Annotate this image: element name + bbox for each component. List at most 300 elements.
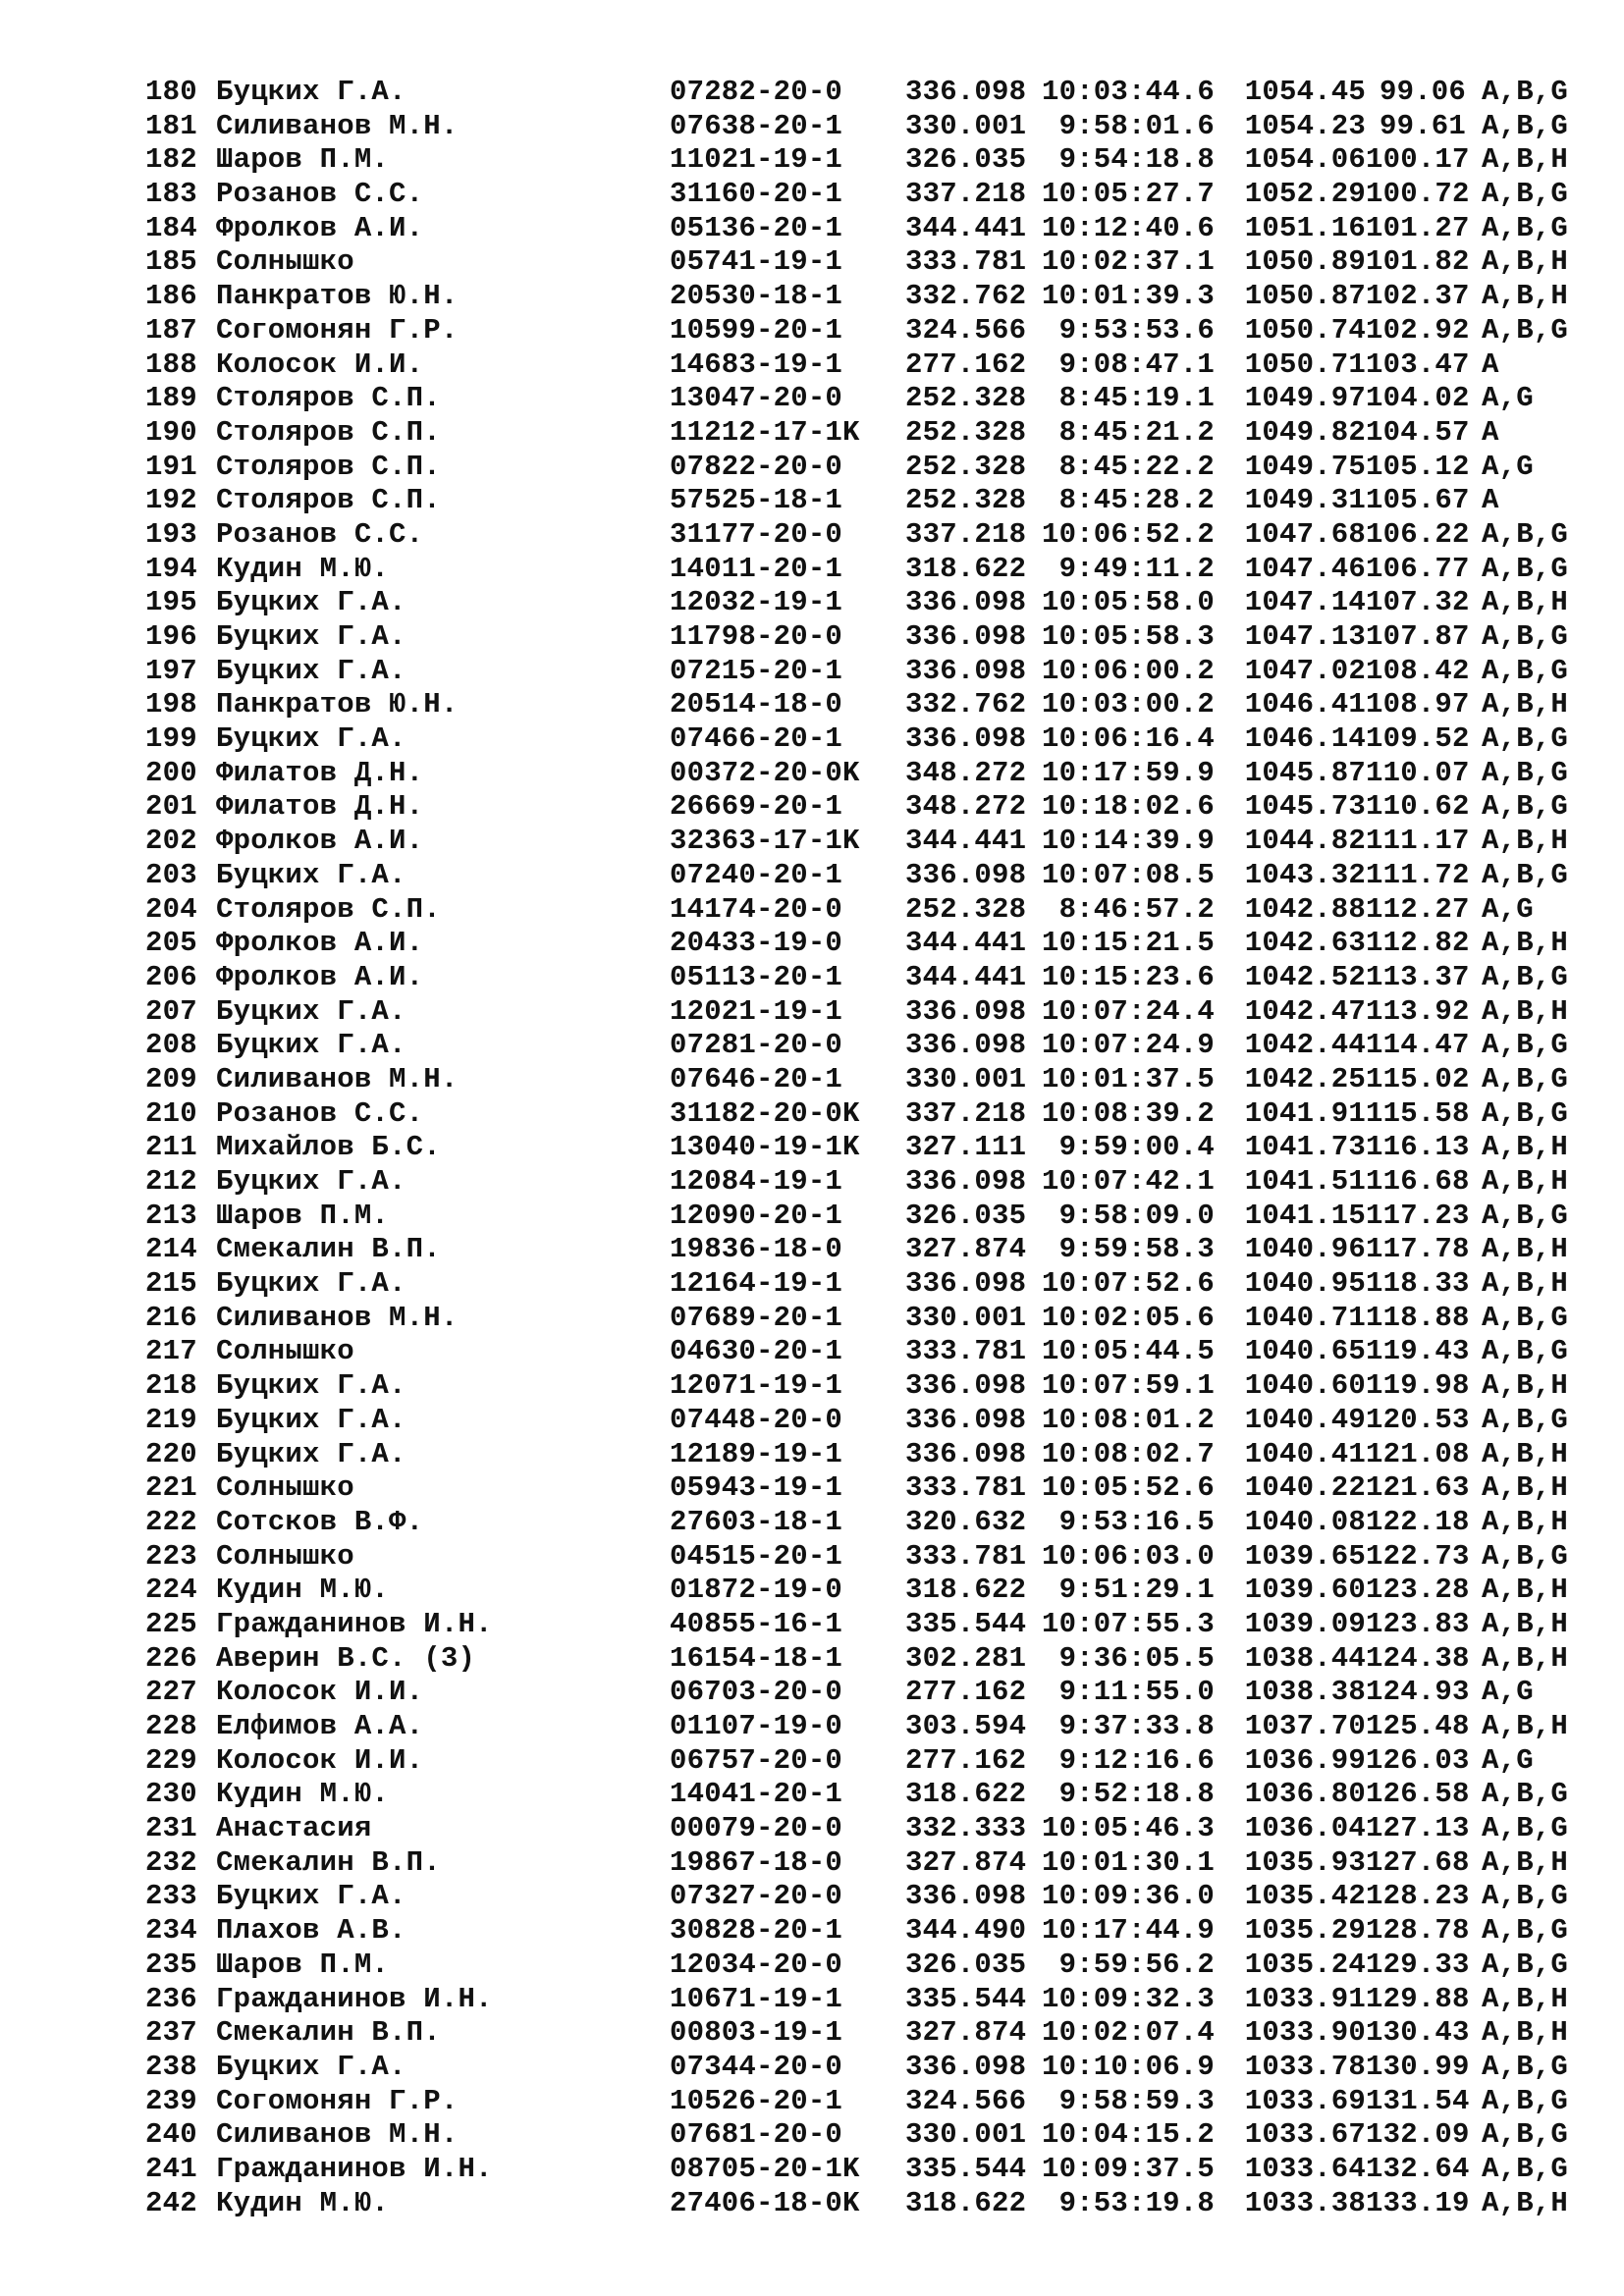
classes-cell: A,G	[1482, 892, 1534, 926]
place-cell: 237	[145, 2016, 197, 2050]
points-cell: 123.83	[1366, 1607, 1470, 1640]
points-cell: 112.82	[1366, 927, 1470, 960]
classes-cell: A,B,H	[1482, 1267, 1569, 1301]
table-row	[145, 1403, 1569, 1438]
classes-cell: A,B,H	[1482, 1165, 1569, 1198]
place-cell: 230	[145, 1778, 197, 1811]
speed-cell: 1046.41	[1244, 688, 1366, 721]
classes-cell: A,B,H	[1482, 1471, 1569, 1505]
place-cell: 207	[145, 994, 197, 1028]
time-cell: 10:06:00.2	[1041, 654, 1215, 687]
time-cell: 10:15:21.5	[1041, 927, 1215, 960]
classes-cell: A,B,G	[1482, 1880, 1569, 1913]
speed-cell: 1054.06	[1244, 143, 1366, 177]
speed-cell: 1042.44	[1244, 1029, 1366, 1062]
owner-cell: Смекалин В.П.	[216, 2016, 441, 2050]
table-row	[145, 2050, 1569, 2085]
ring-cell: 07689-20-1	[670, 1301, 843, 1334]
speed-cell: 1040.60	[1244, 1369, 1366, 1403]
ring-cell: 31182-20-0K	[670, 1096, 860, 1130]
distance-cell: 330.001	[905, 1062, 1027, 1095]
owner-cell: Силиванов М.Н.	[216, 109, 459, 142]
classes-cell: A,B,H	[1482, 1369, 1569, 1403]
place-cell: 241	[145, 2152, 197, 2185]
table-row	[145, 1845, 1569, 1881]
classes-cell: A,B,G	[1482, 1096, 1569, 1130]
classes-cell: A,B,G	[1482, 1539, 1569, 1573]
owner-cell: Солнышко	[216, 1539, 354, 1573]
speed-cell: 1044.82	[1244, 825, 1366, 858]
time-cell: 9:53:16.5	[1058, 1505, 1215, 1538]
distance-cell: 344.490	[905, 1914, 1027, 1948]
owner-cell: Буцких Г.А.	[216, 620, 406, 653]
speed-cell: 1040.95	[1244, 1267, 1366, 1301]
owner-cell: Елфимов А.А.	[216, 1710, 424, 1742]
points-cell: 102.37	[1366, 280, 1470, 313]
speed-cell: 1040.22	[1244, 1471, 1366, 1505]
place-cell: 240	[145, 2118, 197, 2152]
points-cell: 122.73	[1366, 1539, 1470, 1573]
distance-cell: 324.566	[905, 2084, 1027, 2117]
time-cell: 10:03:44.6	[1041, 76, 1215, 108]
ring-cell: 12071-19-1	[670, 1369, 843, 1403]
time-cell: 10:17:44.9	[1041, 1914, 1215, 1948]
owner-cell: Согомонян Г.Р.	[216, 313, 459, 347]
time-cell: 10:06:16.4	[1041, 722, 1215, 756]
speed-cell: 1042.47	[1244, 994, 1366, 1028]
classes-cell: A,B,H	[1482, 1233, 1569, 1266]
distance-cell: 333.781	[905, 1335, 1027, 1368]
speed-cell: 1050.71	[1244, 347, 1366, 381]
owner-cell: Плахов А.В.	[216, 1914, 406, 1948]
place-cell: 209	[145, 1062, 197, 1095]
points-cell: 116.68	[1366, 1165, 1470, 1198]
classes-cell: A,B,G	[1482, 2084, 1569, 2117]
table-row	[145, 688, 1569, 722]
time-cell: 10:01:30.1	[1041, 1845, 1215, 1879]
place-cell: 212	[145, 1165, 197, 1198]
classes-cell: A,B,H	[1482, 994, 1569, 1028]
classes-cell: A,B,G	[1482, 109, 1569, 142]
classes-cell: A,B,G	[1482, 1029, 1569, 1062]
time-cell: 10:01:37.5	[1041, 1062, 1215, 1095]
table-row	[145, 2152, 1569, 2187]
place-cell: 183	[145, 178, 197, 211]
speed-cell: 1050.74	[1244, 313, 1366, 347]
speed-cell: 1036.99	[1244, 1743, 1366, 1777]
speed-cell: 1047.14	[1244, 586, 1366, 619]
points-cell: 113.92	[1366, 994, 1470, 1028]
speed-cell: 1051.16	[1244, 211, 1366, 244]
speed-cell: 1047.46	[1244, 552, 1366, 585]
owner-cell: Кудин М.Ю.	[216, 552, 390, 585]
classes-cell: A,B,H	[1482, 1574, 1569, 1607]
time-cell: 10:05:58.3	[1041, 620, 1215, 653]
table-row	[145, 620, 1569, 655]
place-cell: 218	[145, 1369, 197, 1403]
place-cell: 231	[145, 1812, 197, 1845]
distance-cell: 336.098	[905, 2050, 1027, 2083]
place-cell: 221	[145, 1471, 197, 1505]
speed-cell: 1049.97	[1244, 382, 1366, 415]
points-cell: 121.63	[1366, 1471, 1470, 1505]
table-row	[145, 756, 1569, 791]
place-cell: 188	[145, 347, 197, 381]
speed-cell: 1047.02	[1244, 654, 1366, 687]
speed-cell: 1052.29	[1244, 178, 1366, 211]
table-row	[145, 1744, 1559, 1779]
time-cell: 10:14:39.9	[1041, 825, 1215, 858]
time-cell: 10:06:03.0	[1041, 1539, 1215, 1573]
time-cell: 8:46:57.2	[1058, 892, 1215, 926]
ring-cell: 31160-20-1	[670, 178, 843, 211]
speed-cell: 1054.23	[1244, 109, 1366, 142]
table-row	[145, 1335, 1569, 1369]
owner-cell: Буцких Г.А.	[216, 858, 406, 891]
speed-cell: 1040.96	[1244, 1233, 1366, 1266]
table-row	[145, 451, 1559, 485]
owner-cell: Столяров С.П.	[216, 484, 441, 517]
classes-cell: A,B,H	[1482, 927, 1569, 960]
classes-cell: A,B,H	[1482, 1607, 1569, 1640]
table-row	[145, 178, 1569, 212]
time-cell: 10:08:02.7	[1041, 1437, 1215, 1470]
speed-cell: 1040.41	[1244, 1437, 1366, 1470]
points-cell: 107.32	[1366, 586, 1470, 619]
owner-cell: Силиванов М.Н.	[216, 1301, 459, 1334]
place-cell: 195	[145, 586, 197, 619]
place-cell: 234	[145, 1914, 197, 1948]
table-row	[145, 1607, 1569, 1642]
ring-cell: 12164-19-1	[670, 1267, 843, 1301]
ring-cell: 30828-20-1	[670, 1914, 843, 1948]
points-cell: 116.13	[1366, 1131, 1470, 1164]
speed-cell: 1045.73	[1244, 790, 1366, 824]
points-cell: 110.07	[1366, 756, 1470, 789]
time-cell: 10:05:46.3	[1041, 1812, 1215, 1845]
ring-cell: 08705-20-1K	[670, 2152, 860, 2185]
time-cell: 10:07:24.9	[1041, 1029, 1215, 1062]
distance-cell: 336.098	[905, 1369, 1027, 1403]
points-cell: 118.88	[1366, 1301, 1470, 1334]
speed-cell: 1041.15	[1244, 1199, 1366, 1232]
table-row	[145, 1062, 1569, 1097]
speed-cell: 1039.60	[1244, 1574, 1366, 1607]
place-cell: 208	[145, 1029, 197, 1062]
speed-cell: 1035.24	[1244, 1948, 1366, 1981]
place-cell: 206	[145, 960, 197, 993]
owner-cell: Сотсков В.Ф.	[216, 1505, 424, 1538]
place-cell: 192	[145, 484, 197, 517]
classes-cell: A,B,G	[1482, 1335, 1569, 1368]
table-row	[145, 1948, 1569, 1983]
ring-cell: 20433-19-0	[670, 927, 843, 960]
ring-cell: 57525-18-1	[670, 484, 843, 517]
speed-cell: 1036.04	[1244, 1812, 1366, 1845]
points-cell: 106.22	[1366, 517, 1470, 551]
classes-cell: A,B,G	[1482, 960, 1569, 993]
speed-cell: 1041.51	[1244, 1165, 1366, 1198]
distance-cell: 336.098	[905, 654, 1027, 687]
ring-cell: 00803-19-1	[670, 2016, 843, 2050]
points-cell: 129.33	[1366, 1948, 1470, 1981]
place-cell: 182	[145, 143, 197, 177]
ring-cell: 12189-19-1	[670, 1437, 843, 1470]
owner-cell: Колосок И.И.	[216, 1676, 424, 1709]
place-cell: 235	[145, 1948, 197, 1981]
classes-cell: A,B,G	[1482, 1914, 1569, 1948]
time-cell: 10:02:05.6	[1041, 1301, 1215, 1334]
distance-cell: 337.218	[905, 178, 1027, 211]
points-cell: 133.19	[1366, 2186, 1470, 2219]
owner-cell: Буцких Г.А.	[216, 1369, 406, 1403]
classes-cell: A,G	[1482, 1743, 1534, 1777]
classes-cell: A,B,G	[1482, 1948, 1569, 1981]
distance-cell: 348.272	[905, 790, 1027, 824]
table-row	[145, 1812, 1569, 1846]
points-cell: 126.58	[1366, 1778, 1470, 1811]
place-cell: 204	[145, 892, 197, 926]
speed-cell: 1033.78	[1244, 2050, 1366, 2083]
distance-cell: 324.566	[905, 313, 1027, 347]
distance-cell: 333.781	[905, 1539, 1027, 1573]
distance-cell: 302.281	[905, 1641, 1027, 1675]
ring-cell: 11212-17-1K	[670, 415, 860, 449]
results-table	[145, 76, 1569, 2220]
distance-cell: 336.098	[905, 1029, 1027, 1062]
place-cell: 180	[145, 76, 197, 108]
ring-cell: 14174-20-0	[670, 892, 843, 926]
table-row	[145, 484, 1559, 518]
place-cell: 199	[145, 722, 197, 756]
table-row	[145, 1369, 1569, 1404]
table-row	[145, 654, 1569, 689]
time-cell: 10:03:00.2	[1041, 688, 1215, 721]
owner-cell: Гражданинов И.Н.	[216, 1982, 493, 2015]
points-cell: 105.67	[1366, 484, 1470, 517]
speed-cell: 1042.63	[1244, 927, 1366, 960]
owner-cell: Буцких Г.А.	[216, 1880, 406, 1913]
time-cell: 10:02:07.4	[1041, 2016, 1215, 2050]
ring-cell: 04630-20-1	[670, 1335, 843, 1368]
time-cell: 10:08:39.2	[1041, 1096, 1215, 1130]
place-cell: 242	[145, 2186, 197, 2219]
place-cell: 229	[145, 1743, 197, 1777]
points-cell: 119.43	[1366, 1335, 1470, 1368]
place-cell: 226	[145, 1641, 197, 1675]
time-cell: 10:17:59.9	[1041, 756, 1215, 789]
table-row	[145, 1301, 1569, 1336]
distance-cell: 336.098	[905, 994, 1027, 1028]
points-cell: 124.38	[1366, 1641, 1470, 1675]
points-cell: 119.98	[1366, 1369, 1470, 1403]
distance-cell: 333.781	[905, 245, 1027, 279]
time-cell: 9:53:19.8	[1058, 2186, 1215, 2219]
ring-cell: 06757-20-0	[670, 1743, 843, 1777]
owner-cell: Колосок И.И.	[216, 1743, 424, 1777]
place-cell: 194	[145, 552, 197, 585]
time-cell: 9:37:33.8	[1058, 1710, 1215, 1742]
table-row	[145, 1199, 1569, 1234]
place-cell: 223	[145, 1539, 197, 1573]
time-cell: 10:07:59.1	[1041, 1369, 1215, 1403]
table-row	[145, 893, 1559, 928]
table-row	[145, 927, 1569, 961]
place-cell: 184	[145, 211, 197, 244]
classes-cell: A,B,H	[1482, 1982, 1569, 2015]
place-cell: 191	[145, 450, 197, 483]
distance-cell: 330.001	[905, 2118, 1027, 2152]
ring-cell: 00372-20-0K	[670, 756, 860, 789]
speed-cell: 1043.32	[1244, 858, 1366, 891]
distance-cell: 336.098	[905, 1437, 1027, 1470]
place-cell: 215	[145, 1267, 197, 1301]
speed-cell: 1035.29	[1244, 1914, 1366, 1948]
place-cell: 203	[145, 858, 197, 891]
ring-cell: 14041-20-1	[670, 1778, 843, 1811]
classes-cell: A,B,G	[1482, 2050, 1569, 2083]
points-cell: 127.13	[1366, 1812, 1470, 1845]
classes-cell: A,B,H	[1482, 1131, 1569, 1164]
time-cell: 9:59:00.4	[1058, 1131, 1215, 1164]
place-cell: 190	[145, 415, 197, 449]
ring-cell: 01872-19-0	[670, 1574, 843, 1607]
speed-cell: 1042.25	[1244, 1062, 1366, 1095]
table-row	[145, 280, 1569, 314]
points-cell: 111.72	[1366, 858, 1470, 891]
place-cell: 217	[145, 1335, 197, 1368]
owner-cell: Фролков А.И.	[216, 825, 424, 858]
owner-cell: Шаров П.М.	[216, 1199, 390, 1232]
speed-cell: 1041.91	[1244, 1096, 1366, 1130]
distance-cell: 335.544	[905, 1982, 1027, 2015]
classes-cell: A,B,G	[1482, 654, 1569, 687]
distance-cell: 337.218	[905, 517, 1027, 551]
time-cell: 10:06:52.2	[1041, 517, 1215, 551]
ring-cell: 10671-19-1	[670, 1982, 843, 2015]
points-cell: 104.02	[1366, 382, 1470, 415]
classes-cell: A,B,G	[1482, 790, 1569, 824]
distance-cell: 336.098	[905, 620, 1027, 653]
distance-cell: 336.098	[905, 1267, 1027, 1301]
ring-cell: 16154-18-1	[670, 1641, 843, 1675]
speed-cell: 1050.89	[1244, 245, 1366, 279]
classes-cell: A,B,H	[1482, 245, 1569, 279]
time-cell: 10:18:02.6	[1041, 790, 1215, 824]
owner-cell: Панкратов Ю.Н.	[216, 688, 459, 721]
speed-cell: 1046.14	[1244, 722, 1366, 756]
distance-cell: 252.328	[905, 450, 1027, 483]
classes-cell: A,G	[1482, 1676, 1534, 1709]
owner-cell: Гражданинов И.Н.	[216, 2152, 493, 2185]
table-row	[145, 825, 1569, 859]
place-cell: 239	[145, 2084, 197, 2117]
distance-cell: 344.441	[905, 960, 1027, 993]
owner-cell: Кудин М.Ю.	[216, 2186, 390, 2219]
speed-cell: 1038.44	[1244, 1641, 1366, 1675]
points-cell: 114.47	[1366, 1029, 1470, 1062]
table-row	[145, 586, 1569, 620]
points-cell: 132.64	[1366, 2152, 1470, 2185]
ring-cell: 12032-19-1	[670, 586, 843, 619]
ring-cell: 10599-20-1	[670, 313, 843, 347]
points-cell: 132.09	[1366, 2118, 1470, 2152]
classes-cell: A,B,G	[1482, 1778, 1569, 1811]
time-cell: 10:09:36.0	[1041, 1880, 1215, 1913]
owner-cell: Столяров С.П.	[216, 892, 441, 926]
points-cell: 126.03	[1366, 1743, 1470, 1777]
time-cell: 9:58:09.0	[1058, 1199, 1215, 1232]
points-cell: 104.57	[1366, 415, 1470, 449]
points-cell: 100.72	[1366, 178, 1470, 211]
place-cell: 185	[145, 245, 197, 279]
points-cell: 130.43	[1366, 2016, 1470, 2050]
time-cell: 8:45:21.2	[1058, 415, 1215, 449]
table-row	[145, 1880, 1569, 1914]
distance-cell: 303.594	[905, 1710, 1027, 1742]
table-row	[145, 143, 1569, 178]
classes-cell: A,B,G	[1482, 517, 1569, 551]
time-cell: 9:49:11.2	[1058, 552, 1215, 585]
ring-cell: 05943-19-1	[670, 1471, 843, 1505]
table-row	[145, 1539, 1569, 1575]
distance-cell: 336.098	[905, 76, 1027, 108]
owner-cell: Буцких Г.А.	[216, 1437, 406, 1470]
classes-cell: A,B,G	[1482, 211, 1569, 244]
place-cell: 193	[145, 517, 197, 551]
time-cell: 10:15:23.6	[1041, 960, 1215, 993]
ring-cell: 12021-19-1	[670, 994, 843, 1028]
table-row	[145, 1710, 1569, 1744]
points-cell: 121.08	[1366, 1437, 1470, 1470]
owner-cell: Буцких Г.А.	[216, 1029, 406, 1062]
owner-cell: Филатов Д.Н.	[216, 756, 424, 789]
points-cell: 124.93	[1366, 1676, 1470, 1709]
ring-cell: 04515-20-1	[670, 1539, 843, 1573]
classes-cell: A,B,G	[1482, 756, 1569, 789]
distance-cell: 344.441	[905, 927, 1027, 960]
speed-cell: 1042.52	[1244, 960, 1366, 993]
owner-cell: Буцких Г.А.	[216, 994, 406, 1028]
table-row	[145, 960, 1569, 995]
points-cell: 131.54	[1366, 2084, 1470, 2117]
classes-cell: A,B,G	[1482, 858, 1569, 891]
owner-cell: Гражданинов И.Н.	[216, 1607, 493, 1640]
place-cell: 213	[145, 1199, 197, 1232]
owner-cell: Аверин В.С. (3)	[216, 1641, 476, 1675]
distance-cell: 337.218	[905, 1096, 1027, 1130]
table-row	[145, 382, 1559, 416]
owner-cell: Фролков А.И.	[216, 927, 424, 960]
ring-cell: 06703-20-0	[670, 1676, 843, 1709]
time-cell: 10:07:42.1	[1041, 1165, 1215, 1198]
owner-cell: Кудин М.Ю.	[216, 1778, 390, 1811]
classes-cell: A,B,H	[1482, 143, 1569, 177]
time-cell: 9:11:55.0	[1058, 1676, 1215, 1709]
ring-cell: 07638-20-1	[670, 109, 843, 142]
table-row	[145, 994, 1569, 1030]
time-cell: 10:10:06.9	[1041, 2050, 1215, 2083]
points-cell: 120.53	[1366, 1403, 1470, 1436]
distance-cell: 252.328	[905, 415, 1027, 449]
speed-cell: 1042.88	[1244, 892, 1366, 926]
owner-cell: Колосок И.И.	[216, 347, 424, 381]
time-cell: 9:59:58.3	[1058, 1233, 1215, 1266]
distance-cell: 332.762	[905, 688, 1027, 721]
ring-cell: 07240-20-1	[670, 858, 843, 891]
distance-cell: 318.622	[905, 552, 1027, 585]
speed-cell: 1049.75	[1244, 450, 1366, 483]
